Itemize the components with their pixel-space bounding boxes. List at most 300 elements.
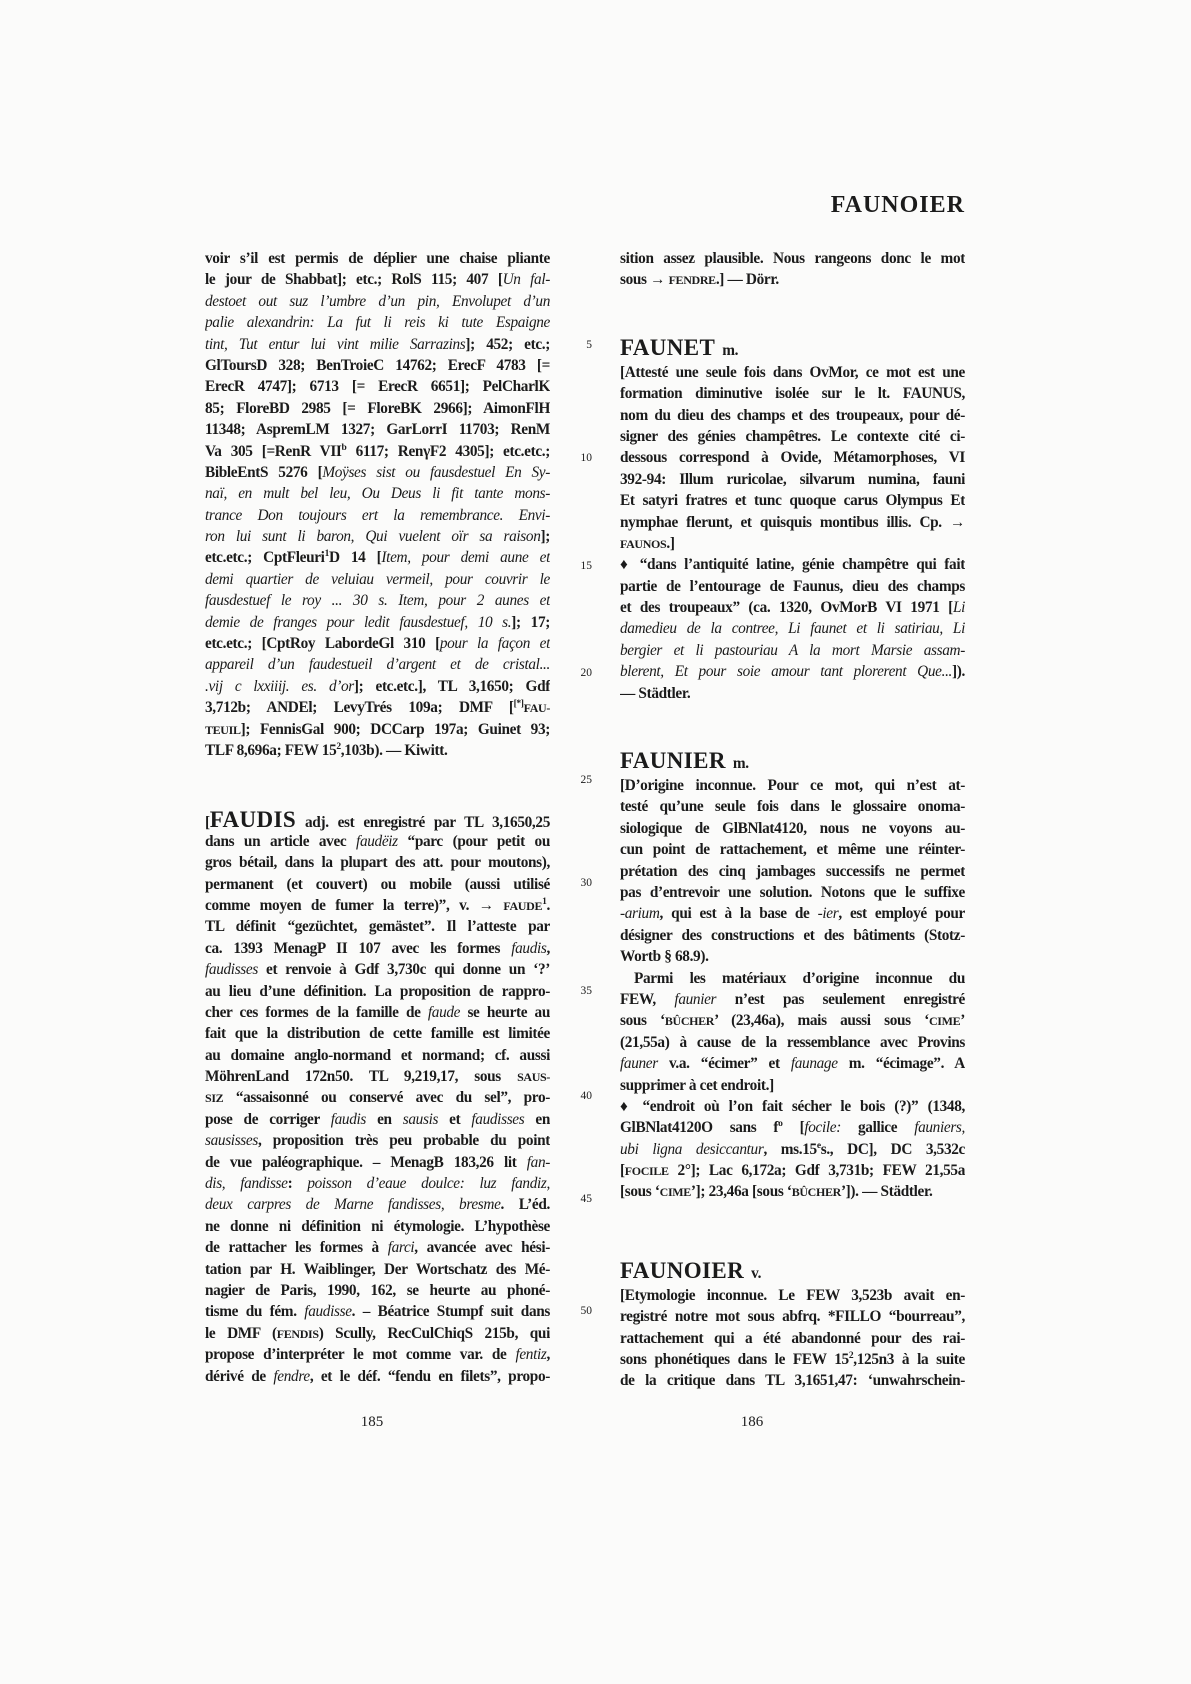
text-segment-r: ]; — [540, 528, 550, 546]
text-segment-sc: CIME — [928, 1014, 961, 1029]
text-segment-r: . L’éd. — [500, 1196, 550, 1214]
text-segment-r: sous ‘ — [620, 1012, 665, 1030]
text-line — [620, 618, 965, 639]
text-line — [205, 1259, 550, 1280]
text-segment-r: Va 305 [=RenR VII — [205, 442, 342, 460]
text-line — [205, 590, 550, 611]
text-line — [205, 1237, 550, 1258]
text-line — [205, 398, 550, 419]
text-segment-i: -arium — [620, 905, 660, 923]
text-segment-sc: FAUDE — [503, 898, 543, 913]
text-line — [205, 981, 550, 1002]
text-line — [620, 383, 965, 404]
text-line — [205, 831, 550, 852]
text-segment-r: , et le déf. “fendu en filets”, propo- — [309, 1367, 550, 1385]
text-segment-i: faudis — [330, 1110, 367, 1128]
text-line — [620, 405, 965, 426]
text-segment-r: rattachement qui a été abandonné pour des rai- — [620, 1329, 965, 1347]
text-segment-i: Moÿses sist ou fausdestuel En Sy- — [322, 463, 550, 481]
text-segment-r: de rattacher les formes à — [205, 1239, 388, 1257]
text-line — [205, 419, 550, 440]
text-segment-r: . – Béatrice Stumpf suit dans — [351, 1303, 550, 1321]
line-number: 40 — [580, 1090, 592, 1102]
text-segment-r: registré notre mot sous abfrq. *FILLO “bourreau”, — [620, 1308, 965, 1326]
text-segment-r: nymphae flerunt, et quisquis montibus illis. Cp. → — [620, 513, 965, 531]
text-line — [620, 554, 965, 575]
text-segment-r: ’ — [960, 1012, 965, 1030]
text-segment-r: (21,55a) à cause de la ressemblance avec Provins — [620, 1033, 965, 1051]
text-segment-r: etc.etc.; CptFleuri — [205, 549, 325, 567]
text-line — [205, 312, 550, 333]
text-segment-r: 3,712b; ANDEl; LevyTrés 109a; DMF [ — [205, 699, 514, 717]
text-segment-r: de la critique dans TL 3,1651,47: ‘unwahrschein- — [620, 1372, 965, 1390]
text-line — [205, 376, 550, 397]
text-line — [205, 291, 550, 312]
text-segment-r: voir s’il est permis de déplier une chaise pliante — [205, 250, 550, 267]
entry-etymology-paragraph — [620, 1285, 965, 1392]
text-segment-sc: FENDIS — [276, 1326, 319, 1341]
text-segment-r: , avancée avec hési- — [414, 1239, 550, 1257]
text-line — [205, 809, 550, 830]
text-segment-i: ron lui sunt li baron, Qui vuelent oïr sa raison — [205, 528, 541, 546]
text-line — [620, 861, 965, 882]
text-segment-r: [D’origine inconnue. Pour ce mot, qui n’est at- — [620, 777, 965, 795]
text-segment-i: farci — [387, 1239, 415, 1257]
text-line — [205, 1323, 550, 1344]
text-segment-r: etc.etc.; [CptRoy LabordeGl 310 [ — [205, 635, 440, 653]
text-segment-sup: 2 — [848, 1350, 854, 1361]
text-segment-r: 2°]; Lac 6,172a; Gdf 3,731b; FEW 21,55a — [668, 1162, 965, 1180]
pos-label: m. — [732, 755, 749, 773]
entry-heading — [620, 336, 965, 362]
text-segment-r: [ — [205, 814, 210, 831]
text-line — [620, 1328, 965, 1349]
text-line — [205, 1002, 550, 1023]
entry-etymology-paragraph — [620, 362, 965, 555]
text-line — [205, 1216, 550, 1237]
text-segment-i: deux carpres de Marne fandisses, bresme — [205, 1196, 501, 1214]
text-segment-r: au domaine anglo-normand et normand; cf. aussi — [205, 1046, 550, 1064]
text-segment-sc: CIME — [659, 1185, 691, 1200]
entry-heading — [620, 749, 965, 775]
text-line — [205, 462, 550, 483]
text-segment-r: ]; FennisGal 900; DCCarp 197a; Guinet 93; — [240, 720, 550, 738]
headword: FAUNET — [620, 334, 716, 360]
text-line — [620, 533, 965, 554]
text-segment-i: tint, Tut entur lui vint milie Sarrazins — [205, 335, 466, 353]
text-segment-r: siologique de GlBNlat4120, nous ne voyons au- — [620, 819, 965, 837]
text-segment-r: comme moyen de fumer la terre)”, v. → — [205, 896, 504, 914]
text-line — [205, 1280, 550, 1301]
text-segment-i: bergier et li pastouriau A la mort Marsie assam- — [620, 641, 965, 659]
text-line — [205, 441, 550, 462]
text-line — [620, 683, 965, 704]
text-segment-i: faudis — [511, 939, 547, 957]
text-segment-i: ubi ligna desiccantur — [620, 1140, 764, 1158]
text-segment-i: naï, en mult bel leu, Ou Deus li fit tante mons- — [205, 485, 550, 503]
text-line — [620, 796, 965, 817]
text-segment-i: fauniers, — [914, 1119, 965, 1137]
paragraph-faudestuel-continuation — [205, 248, 550, 761]
text-segment-i: palie alexandrin: La fut li reis ki tute Espaigne — [205, 314, 550, 332]
text-segment-r: .] — [666, 534, 675, 552]
text-segment-r: partie de l’entourage de Faunus, dieu des champs — [620, 577, 965, 595]
text-segment-r: , qui est à la base de — [659, 905, 818, 923]
text-segment-i: faudëiz — [356, 832, 398, 850]
text-segment-r: pas d’entrevoir une solution. Notons que le suffixe — [620, 883, 965, 901]
line-number: 35 — [580, 985, 592, 997]
text-line — [205, 1023, 550, 1044]
text-segment-r: ]). — [952, 663, 965, 681]
text-line — [205, 697, 550, 718]
text-line — [205, 1366, 550, 1387]
text-line — [205, 505, 550, 526]
text-segment-r: . — [546, 896, 550, 914]
text-segment-sup: o — [778, 1119, 783, 1130]
text-segment-r: .] — Dörr. — [715, 271, 779, 289]
text-segment-i: Item, pour demi aune et — [381, 549, 550, 567]
text-segment-i: poisson d’eaue doulce: luz fandiz, — [307, 1175, 550, 1193]
text-segment-sc: FAUNOS — [620, 536, 667, 551]
text-line — [205, 676, 550, 697]
text-line — [620, 640, 965, 661]
line-number: 20 — [580, 667, 592, 679]
text-line — [205, 248, 550, 269]
text-segment-i: sausisses — [205, 1132, 258, 1150]
text-segment-r: ’]). — Städtler. — [840, 1183, 933, 1201]
text-line — [205, 569, 550, 590]
text-segment-sc: SIZ — [205, 1091, 224, 1106]
text-line — [205, 1301, 550, 1322]
entry-faudis — [205, 809, 550, 1387]
text-segment-r: le jour de Shabbat]; etc.; RolS 115; 407 [ — [205, 271, 503, 289]
text-segment-r: [Attesté une seule fois dans OvMor, ce mot est une — [620, 363, 965, 381]
text-segment-sc: BÛCHER — [664, 1014, 715, 1029]
text-line — [620, 269, 965, 290]
line-number: 50 — [580, 1305, 592, 1317]
text-segment-sc: TEUIL — [205, 722, 241, 737]
line-number: 25 — [580, 774, 592, 786]
text-segment-r: ]; 452; etc.; — [465, 335, 550, 353]
text-segment-r: adj. est enregistré par TL 3,1650,25 — [296, 814, 550, 831]
text-line — [620, 1139, 965, 1160]
text-line — [620, 839, 965, 860]
text-segment-r: BibleEntS 5276 [ — [205, 463, 323, 481]
text-segment-i: fauner — [620, 1055, 658, 1073]
text-segment-r: le DMF ( — [205, 1324, 277, 1342]
text-segment-sup: 1 — [324, 549, 329, 560]
text-line — [205, 526, 550, 547]
text-segment-hw: FAUDIS — [209, 809, 297, 831]
text-segment-r: GlBNlat4120O sans f — [620, 1119, 779, 1137]
text-segment-r: — Städtler. — [620, 684, 691, 702]
text-line — [205, 633, 550, 654]
text-segment-r: 6117; RenγF2 4305]; etc.etc.; — [346, 442, 550, 460]
text-segment-r: signer des génies champêtres. Le contexte cité ci- — [620, 427, 965, 445]
text-segment-r: , proposition très peu probable du point — [257, 1132, 550, 1150]
text-segment-r: TL définit “gezüchtet, gemästet”. Il l’atteste par — [205, 918, 550, 936]
text-segment-r: GlToursD 328; BenTroieC 14762; ErecF 4783 [= — [205, 356, 550, 374]
text-segment-r: Parmi les matériaux d’origine inconnue du — [634, 969, 965, 987]
text-segment-r: sition assez plausible. Nous rangeons donc le mot — [620, 250, 965, 267]
left-column — [205, 248, 550, 1387]
text-segment-i: faudisses — [471, 1110, 525, 1128]
text-segment-r: ’ (23,46a), mais aussi sous ‘ — [714, 1012, 929, 1030]
text-segment-i: -ier — [817, 905, 839, 923]
text-segment-i: fendre — [273, 1367, 310, 1385]
text-segment-r: et renvoie à Gdf 3,730c qui donne un ‘?’ — [257, 961, 550, 979]
text-segment-r: supprimer à cet endroit.] — [620, 1076, 774, 1094]
text-segment-r: ne donne ni définition ni étymologie. L’hypothèse — [205, 1217, 550, 1235]
text-line — [620, 661, 965, 682]
text-segment-r: cher ces formes de la famille de — [205, 1003, 428, 1021]
text-segment-r: n’est pas seulement enregistré — [716, 990, 965, 1008]
text-segment-r: 85; FloreBD 2985 [= FloreBK 2966]; AimonFlH — [205, 399, 550, 417]
right-column — [620, 248, 965, 1392]
text-line — [620, 946, 965, 967]
text-segment-i: .vij c lxxiiij. es. d’or — [205, 677, 354, 695]
text-line — [205, 895, 550, 916]
entry-sense-paragraph — [620, 554, 965, 704]
text-line — [620, 426, 965, 447]
text-segment-i: trance Don toujours ert la remembrance. Envi- — [205, 506, 550, 524]
text-segment-r: testé qu’une seule fois dans le glossaire onoma- — [620, 798, 965, 816]
text-segment-r: ♦ “endroit où l’on fait sécher le bois (?)” (1348, — [620, 1097, 965, 1115]
text-line — [620, 882, 965, 903]
text-segment-r: ,125n3 à la suite — [853, 1351, 965, 1369]
text-line — [205, 1130, 550, 1151]
text-segment-sup: 2 — [336, 741, 341, 752]
text-segment-r: au lieu d’une définition. La proposition de rappro- — [205, 982, 550, 1000]
text-line — [620, 903, 965, 924]
text-segment-r: prétation des cinq jambages successifs ne permet — [620, 862, 965, 880]
entry-sense-paragraph — [620, 1096, 965, 1203]
line-number: 45 — [580, 1193, 592, 1205]
text-line — [205, 547, 550, 568]
text-segment-r: en — [366, 1110, 403, 1128]
headword: FAUNOIER — [620, 1257, 745, 1283]
text-segment-sup: e — [816, 1140, 821, 1151]
text-segment-r: dessous correspond à Ovide, Métamorphoses, VI — [620, 449, 965, 467]
text-line — [620, 775, 965, 796]
text-segment-r: ]; 17; — [511, 613, 550, 631]
text-segment-r: [Etymologie inconnue. Le FEW 3,523b avait en- — [620, 1286, 965, 1304]
text-segment-i: blerent, Et pour soie amour tant plorerent Que... — [620, 663, 953, 681]
text-segment-r: pose de corriger — [205, 1110, 331, 1128]
text-segment-r: FEW, — [620, 990, 675, 1008]
text-segment-r: s., DC], DC 3,532c — [820, 1140, 965, 1158]
text-segment-r: dérivé de — [205, 1367, 274, 1385]
text-line — [205, 852, 550, 873]
text-segment-i: fausdestuef le roy ... 30 s. Item, pour 2 aunes et — [205, 592, 550, 610]
text-line — [620, 1032, 965, 1053]
text-segment-i: demie de franges pour ledit fausdestuef, 10 s. — [205, 613, 512, 631]
text-segment-r: Wortb § 68.9). — [620, 948, 709, 966]
text-segment-r: sous → — [620, 271, 669, 289]
text-segment-r: ca. 1393 MenagP II 107 avec les formes — [205, 939, 512, 957]
text-line — [205, 269, 550, 290]
text-line — [205, 1066, 550, 1087]
text-segment-i: appareil d’un faudestueil d’argent et de cristal... — [205, 656, 550, 674]
text-line — [620, 1096, 965, 1117]
line-number: 30 — [580, 877, 592, 889]
text-segment-r: Et satyri fratres et tunc quoque carus Olympus Et — [620, 492, 965, 510]
text-segment-i: dis, fandisse — [205, 1175, 288, 1193]
text-segment-i: Un fal- — [502, 271, 550, 289]
text-line — [205, 654, 550, 675]
text-segment-i: sausis — [402, 1110, 439, 1128]
text-line — [205, 938, 550, 959]
text-line — [620, 818, 965, 839]
text-line — [205, 1152, 550, 1173]
text-segment-r: , ms.15 — [763, 1140, 817, 1158]
text-segment-r: v.a. “écimer” et — [657, 1055, 791, 1073]
text-segment-r: nagier de Paris, 1990, 162, se heurte au phoné- — [205, 1281, 550, 1299]
text-line — [205, 1194, 550, 1215]
text-line — [620, 1160, 965, 1181]
text-line — [205, 1173, 550, 1194]
text-line — [205, 719, 550, 740]
text-segment-r: et — [438, 1110, 472, 1128]
text-segment-r: permanent (et couvert) ou mobile (aussi utilisé — [205, 875, 550, 893]
text-segment-sc: BÛCHER — [791, 1185, 841, 1200]
text-segment-sc: FAU- — [523, 701, 550, 716]
text-line — [620, 1181, 965, 1202]
text-line — [205, 1045, 550, 1066]
text-segment-r: : — [287, 1175, 308, 1193]
text-segment-r: désigner des constructions et des bâtiments (Stotz- — [620, 926, 965, 944]
text-segment-i: faunier — [674, 990, 717, 1008]
text-segment-r: 11348; AspremLM 1327; GarLorrI 11703; RenM — [205, 421, 550, 439]
text-segment-sup: 1 — [542, 896, 547, 907]
text-segment-sc: SAUS- — [517, 1070, 550, 1085]
text-line — [620, 1370, 965, 1391]
text-segment-r: tation par H. Waiblinger, Der Wortschatz des Mé- — [205, 1260, 550, 1278]
text-line — [205, 355, 550, 376]
pos-label: m. — [722, 341, 739, 359]
text-line — [620, 1053, 965, 1074]
text-segment-r: de vue paléographique. – MenagB 183,26 lit — [205, 1153, 527, 1171]
text-segment-i: focile: — [804, 1119, 841, 1137]
text-line — [620, 576, 965, 597]
text-segment-i: damedieu de la contree, Li faunet et li satiriau, Li — [620, 620, 965, 638]
text-segment-r: dans un article avec — [205, 832, 357, 850]
text-line — [620, 968, 965, 989]
text-segment-r: D 14 [ — [328, 549, 382, 567]
text-line — [620, 490, 965, 511]
text-segment-r: gros bétail, dans la plupart des att. pour moutons), — [205, 854, 550, 872]
text-segment-r: gallice — [840, 1119, 915, 1137]
text-line — [620, 1349, 965, 1370]
paragraph-fendre-continuation — [620, 248, 965, 291]
text-segment-sc: FOCILE — [624, 1164, 669, 1179]
line-number: 5 — [586, 339, 592, 351]
text-segment-r: ) Scully, RecCulChiqS 215b, qui — [318, 1324, 550, 1342]
text-segment-r: ErecR 4747]; 6713 [= ErecR 6651]; PelCharlK — [205, 378, 550, 396]
text-line — [620, 1010, 965, 1031]
text-line — [620, 925, 965, 946]
text-segment-r: ’]; 23,46a [sous ‘ — [690, 1183, 792, 1201]
text-line — [620, 1285, 965, 1306]
pos-label: v. — [751, 1264, 762, 1282]
text-segment-r: [ — [620, 1162, 625, 1180]
text-segment-r: ]; etc.etc.], TL 3,1650; Gdf — [353, 677, 550, 695]
text-segment-r: tisme du fém. — [205, 1303, 305, 1321]
text-line — [620, 512, 965, 533]
entry-etymology-paragraph — [620, 775, 965, 1096]
text-segment-r: et des troupeaux” (ca. 1320, OvMorB VI 1971 [ — [620, 599, 953, 617]
text-line — [620, 248, 965, 269]
line-number: 15 — [580, 560, 592, 572]
text-line — [205, 959, 550, 980]
page-number-right: 186 — [740, 1414, 764, 1430]
text-line — [620, 597, 965, 618]
text-segment-r: , — [546, 939, 550, 957]
text-segment-r: se heurte au — [460, 1003, 550, 1021]
text-line — [620, 469, 965, 490]
entry-heading — [620, 1259, 965, 1285]
text-segment-i: faudisses — [205, 961, 258, 979]
text-segment-r: sons phonétiques dans le FEW 15 — [620, 1351, 849, 1369]
text-segment-i: fentiz — [515, 1346, 547, 1364]
text-segment-r: , — [546, 1346, 550, 1364]
text-line — [205, 1109, 550, 1130]
text-segment-r: ,103b). — Kiwitt. — [340, 741, 448, 759]
text-line — [205, 612, 550, 633]
headword: FAUNIER — [620, 748, 726, 774]
text-segment-i: Li — [952, 599, 965, 617]
line-number: 10 — [580, 452, 592, 464]
text-line — [620, 362, 965, 383]
text-segment-r: ♦ “dans l’antiquité latine, génie champêtre qui fait — [620, 556, 965, 574]
text-segment-sc: FENDRE — [668, 273, 716, 288]
text-line — [620, 1306, 965, 1327]
entry-faunet — [620, 336, 965, 704]
text-segment-r: propose d’interpréter le mot comme var. de — [205, 1346, 516, 1364]
text-segment-i: faude — [427, 1003, 461, 1021]
text-line — [620, 989, 965, 1010]
text-segment-r: [ — [782, 1119, 805, 1137]
text-segment-i: pour la façon et — [439, 635, 550, 653]
text-line — [205, 334, 550, 355]
text-line — [205, 1087, 550, 1108]
text-segment-i: destoet out suz l’umbre d’un pin, Envolupet d’un — [205, 292, 550, 310]
text-segment-sup: [*] — [513, 699, 524, 710]
text-line — [205, 874, 550, 895]
text-segment-r: en — [524, 1110, 550, 1128]
text-segment-i: faunage — [790, 1055, 838, 1073]
text-segment-r: “assaisonné ou conservé avec du sel”, pro- — [223, 1089, 550, 1107]
text-line — [620, 1075, 965, 1096]
text-segment-i: demi quartier de veluiau vermeil, pour couvrir le — [205, 570, 550, 588]
text-line — [205, 483, 550, 504]
entry-faunier — [620, 749, 965, 1203]
text-segment-r: nom du dieu des champs et des troupeaux, pour dé- — [620, 406, 965, 424]
text-segment-r: 392-94: Illum ruricolae, silvarum numina, fauni — [620, 470, 965, 488]
text-segment-r: TLF 8,696a; FEW 15 — [205, 741, 337, 759]
text-segment-r: formation diminutive isolée sur le lt. FAUNUS, — [620, 385, 965, 403]
text-line — [205, 1344, 550, 1365]
text-segment-r: “parc (pour petit ou — [397, 832, 550, 850]
running-header: FAUNOIER — [830, 192, 965, 218]
entry-faunoier — [620, 1259, 965, 1392]
text-segment-i: fan- — [526, 1153, 550, 1171]
text-segment-sup: b — [341, 442, 347, 453]
text-segment-r: [sous ‘ — [620, 1183, 660, 1201]
text-segment-r: m. “écimage”. A — [837, 1055, 965, 1073]
text-line — [620, 1117, 965, 1138]
text-segment-r: fait que la distribution de cette famille est limitée — [205, 1025, 550, 1043]
